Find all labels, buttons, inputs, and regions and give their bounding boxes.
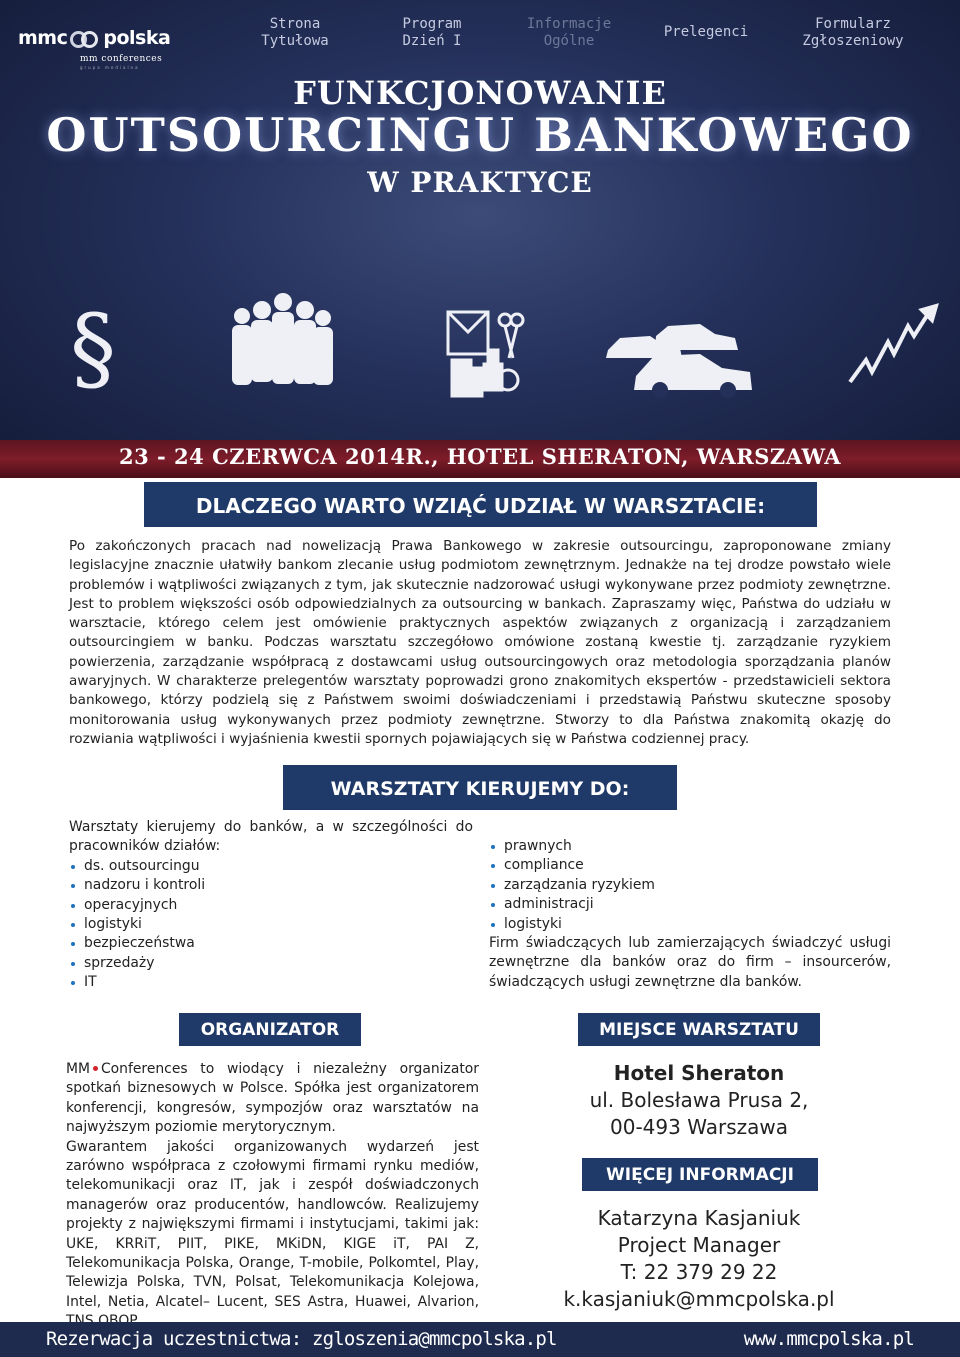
organizer-intro: Conferences to wiodący i niezależny organizator spotkań biznesowych w Polsce. Spółka jest organizatorem konferencji, kongresów, sympozjów oraz warsztatów na najwyższym poziomie merytorycznym.	[66, 1061, 479, 1136]
list-item: bezpieczeństwa	[69, 934, 473, 953]
office-supplies-icon	[448, 312, 523, 396]
mm-label: MM	[66, 1061, 90, 1077]
organizer-paragraph-1	[66, 1060, 479, 1138]
contact-phone[interactable]: T: 22 379 29 22	[620, 1260, 778, 1284]
title-line-2: OUTSOURCINGU BANKOWEGO	[46, 108, 914, 162]
hero-banner	[0, 0, 960, 478]
nav-strona-tytulowa[interactable]: Strona Tytułowa	[261, 16, 329, 49]
list-item: compliance	[489, 856, 891, 875]
title-line-3: W PRAKTYCE	[367, 166, 593, 199]
organizer-paragraph-2: Gwarantem jakości organizowanych wydarzeń jest zarówno współpraca z czołowymi firmami rynku mediów, telekomunikacji oraz IT, jak i zespół doświadczonych managerów oraz producentów, handlowców. Realizujemy projekty z największymi firmami i instytucjami, takimi jak: UKE, KRRiT, PIIT, PIKE, MKiDN, KIGE iT, PAI Z, Telekomunikacja Polska, Orange, T-mobile, Polkomtel, Play, Telewizja Polska, TVN, Polsat, Telekomunikacja Kolejowa, Intel, Netia, Alcatel– Lucent, SES Astra, Huawei, Alvarion,	[66, 1138, 479, 1310]
nav-prelegenci[interactable]: Prelegenci	[663, 24, 749, 40]
venue-name: Hotel Sheraton	[613, 1061, 785, 1085]
mm-dot-icon	[93, 1066, 98, 1071]
nav-program-dzien-1[interactable]: Program Dzień I	[402, 16, 462, 49]
hero-illustrations	[0, 280, 960, 440]
logo-brand-left: mmc	[18, 27, 68, 49]
mmc-polska-logo[interactable]	[18, 26, 170, 70]
svg-text:§: §	[70, 295, 116, 402]
contact-role: Project Manager	[617, 1233, 781, 1257]
logo-subtitle: mm conferences	[80, 54, 163, 64]
list-item: ds. outsourcingu	[69, 857, 473, 876]
logo-rings-icon	[68, 26, 102, 50]
contact-email[interactable]: k.kasjaniuk@mmcpolska.pl	[563, 1287, 835, 1311]
organizer-text	[66, 1060, 479, 1332]
venue-heading: MIEJSCE WARSZTATU	[578, 1013, 820, 1046]
venue-city: 00-493 Warszawa	[610, 1115, 788, 1139]
department-list-right	[489, 837, 891, 934]
paragraph-icon	[70, 295, 116, 402]
logo-brand-right: polska	[103, 27, 171, 49]
why-heading: DLACZEGO WARTO WZIĄĆ UDZIAŁ W WARSZTACIE:	[144, 482, 817, 527]
more-info-heading: WIĘCEJ INFORMACJI	[582, 1158, 818, 1191]
department-list-left	[69, 857, 473, 993]
list-item: sprzedaży	[69, 954, 473, 973]
venue-block	[568, 1060, 830, 1141]
nav-informacje-ogolne[interactable]: Informacje Ogólne	[526, 16, 612, 49]
website-link[interactable]: www.mmcpolska.pl	[743, 1328, 914, 1350]
target-intro: Warsztaty kierujemy do banków, a w szczególności do pracowników działów:	[69, 819, 473, 855]
growth-chart-icon	[850, 306, 936, 382]
target-note: Firm świadczących lub zamierzających świadczyć usługi zewnętrzne dla banków oraz do firm – insourcerów, świadczących usługi zewnętrzne dla banków.	[489, 935, 891, 990]
footer-bar	[0, 1322, 960, 1357]
logo-tagline: grupa medialna	[80, 65, 140, 70]
list-item: logistyki	[69, 915, 473, 934]
nav-formularz-zgloszeniowy[interactable]: Formularz Zgłoszeniowy	[802, 16, 904, 49]
venue-street: ul. Bolesława Prusa 2,	[589, 1088, 809, 1112]
event-date-location: 23 - 24 CZERWCA 2014R., HOTEL SHERATON, WARSZAWA	[119, 444, 841, 469]
title-line-1: FUNKCJONOWANIE	[293, 74, 667, 112]
registration-email-link[interactable]: Rezerwacja uczestnictwa: zgloszenia@mmcpolska.pl	[46, 1328, 557, 1350]
list-item: zarządzania ryzykiem	[489, 876, 891, 895]
top-navigation	[240, 16, 940, 56]
list-item: nadzoru i kontroli	[69, 876, 473, 895]
target-right-column	[489, 837, 891, 992]
target-left-column	[69, 818, 473, 993]
contact-person: Katarzyna Kasjaniuk	[597, 1206, 801, 1230]
why-paragraph: Po zakończonych pracach nad nowelizacją Prawa Bankowego w zakresie outsourcingu, zaproponowane zmiany legislacyjne znacznie ułatwiły bankom zlecanie usług podmiotom zewnętrznym. Jednakże na tej drodze powstało wiele problemów i wątpliwości związanych z tym, jak skutecznie nadzorować usługi wykonywane przez podmioty zewnętrzne. Jest to problem większości osób odpowiedzialnych za outsourcing w bankach. Zapraszamy więc, Państwa do udziału w warsztacie, którego celem jest omówienie praktycznych aspektów związanych z organizacją i zarządzaniem outsourcingiem w banku. Podczas warsztatu szczegółowo omówione zostaną kwestie tj. zarządzanie ryzykiem powierzenia, zarządzanie współpracą z dostawcami usług outsourcingowych oraz metodologia sporządzania planów awaryjnych. W charakterze prelegentów warsztaty poprowadzi grono znakomitych ekspertów - przedstawicieli sektora bankowego, którzy podzielą się z Państwem swoimi doświadczeniami i przedstawią Państwu skuteczne sposoby monitorowania usług wykonywanych przez podmioty zewnętrzne. Stworzy to dla Państwa znakomitą okazję do rozwiania wątpliwości i wyjaśnienia kwestii spornych pojawiających się w Państwa codziennej pracy.	[69, 538, 891, 747]
organizer-heading: ORGANIZATOR	[179, 1013, 361, 1046]
logo-wordmark	[18, 26, 170, 50]
list-item: administracji	[489, 895, 891, 914]
list-item: prawnych	[489, 837, 891, 856]
list-item: IT	[69, 973, 473, 992]
contact-block	[560, 1205, 838, 1313]
cars-icon	[606, 324, 752, 398]
list-item: logistyki	[489, 915, 891, 934]
people-icon	[232, 293, 333, 385]
list-item: operacyjnych	[69, 896, 473, 915]
target-heading: WARSZTATY KIERUJEMY DO:	[283, 765, 677, 810]
